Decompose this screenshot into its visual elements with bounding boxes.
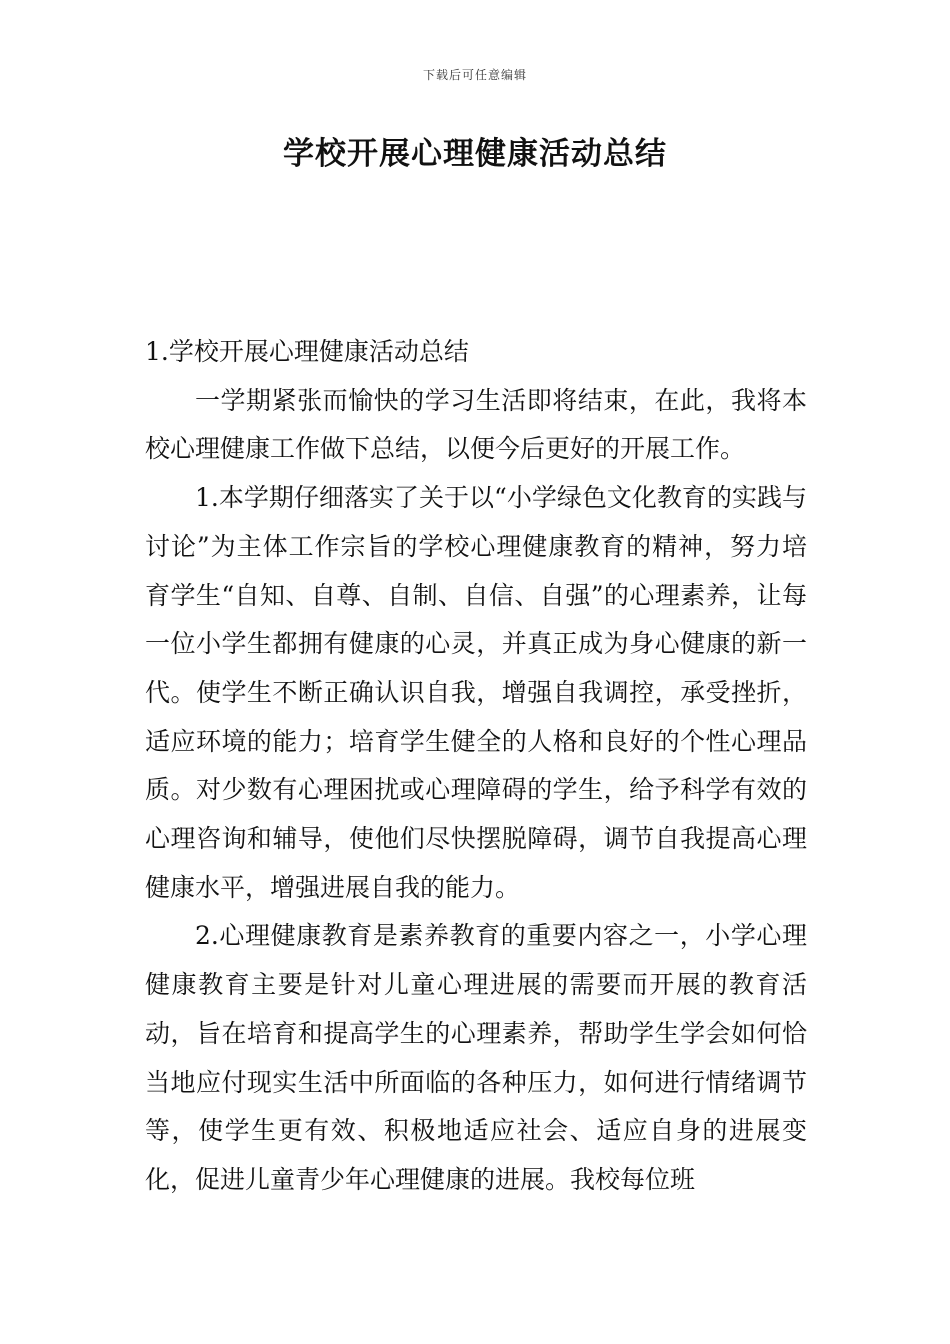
- document-body: [145, 328, 807, 1205]
- paragraph-point-1: 1.本学期仔细落实了关于以“小学绿色文化教育的实践与讨论”为主体工作宗旨的学校心理健康教育的精神，努力培育学生“自知、自尊、自制、自信、自强”的心理素养，让每一位小学生都拥有健康的心灵，并真正成为身心健康的新一代。使学生不断正确认识自我，增强自我调控，承受挫折，适应环境的能力；培育学生健全的人格和良好的个性心理品质。对少数有心理困扰或心理障碍的学生，给予科学有效的心理咨询和辅导，使他们尽快摆脱障碍，调节自我提高心理健康水平，增强进展自我的能力。: [145, 483, 807, 902]
- header-note: 下载后可任意编辑: [422, 68, 527, 82]
- document-title: 学校开展心理健康活动总结: [283, 136, 667, 172]
- paragraph-point-2: 2.心理健康教育是素养教育的重要内容之一，小学心理健康教育主要是针对儿童心理进展的需要而开展的教育活动，旨在培育和提高学生的心理素养，帮助学生学会如何恰当地应付现实生活中所面临的各种压力，如何进行情绪调节等，使学生更有效、积极地适应社会、适应自身的进展变化，促进儿童青少年心理健康的进展。我校每位班: [145, 921, 807, 1194]
- paragraph-intro: 一学期紧张而愉快的学习生活即将结束，在此，我将本校心理健康工作做下总结，以便今后更好的开展工作。: [145, 385, 807, 464]
- section-heading: 1.学校开展心理健康活动总结: [145, 337, 469, 366]
